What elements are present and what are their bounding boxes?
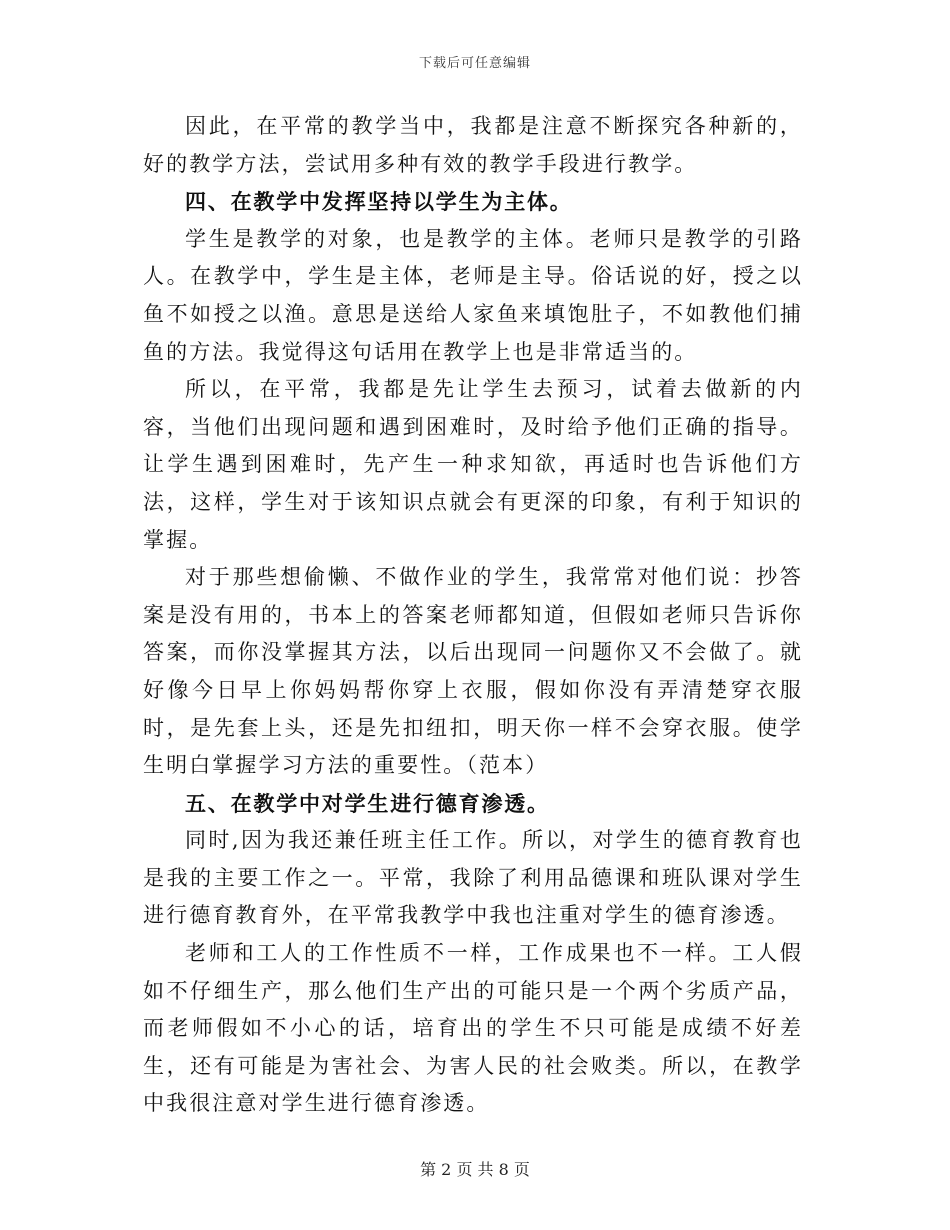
document-body bbox=[143, 108, 803, 1123]
paragraph: 对于那些想偷懒、不做作业的学生，我常常对他们说：抄答案是没有用的，书本上的答案老师都知道，但假如老师只告诉你答案，而你没掌握其方法，以后出现同一问题你又不会做了。就好像今日早上你妈妈帮你穿上衣服，假如你没有弄清楚穿衣服时，是先套上头，还是先扣纽扣，明天你一样不会穿衣服。使学生明白掌握学习方法的重要性。（范本） bbox=[143, 565, 803, 778]
paragraph: 所以，在平常，我都是先让学生去预习，试着去做新的内容，当他们出现问题和遇到困难时，及时给予他们正确的指导。让学生遇到困难时，先产生一种求知欲，再适时也告诉他们方法，这样，学生对于该知识点就会有更深的印象，有利于知识的掌握。 bbox=[143, 377, 803, 552]
paragraph: 老师和工人的工作性质不一样，工作成果也不一样。工人假如不仔细生产，那么他们生产出的可能只是一个两个劣质产品，而老师假如不小心的话，培育出的学生不只可能是成绩不好差生，还有可能是为害社会、为害人民的社会败类。所以，在教学中我很注意对学生进行德育渗透。 bbox=[143, 941, 803, 1116]
section-heading: 四、在教学中发挥坚持以学生为主体。 bbox=[185, 189, 573, 215]
paragraph: 同时,因为我还兼任班主任工作。所以，对学生的德育教育也是我的主要工作之一。平常，我除了利用品德课和班队课对学生进行德育教育外，在平常我教学中我也注重对学生的德育渗透。 bbox=[143, 828, 803, 928]
paragraph: 学生是教学的对象，也是教学的主体。老师只是教学的引路人。在教学中，学生是主体，老师是主导。俗话说的好，授之以鱼不如授之以渔。意思是送给人家鱼来填饱肚子，不如教他们捕鱼的方法。我觉得这句话用在教学上也是非常适当的。 bbox=[143, 226, 803, 364]
page-header: 下载后可任意编辑 bbox=[418, 56, 531, 71]
page-footer: 第 2 页 共 8 页 bbox=[420, 1160, 530, 1179]
paragraph: 因此，在平常的教学当中，我都是注意不断探究各种新的，好的教学方法，尝试用多种有效的教学手段进行教学。 bbox=[143, 114, 803, 176]
section-heading: 五、在教学中对学生进行德育渗透。 bbox=[185, 790, 550, 816]
